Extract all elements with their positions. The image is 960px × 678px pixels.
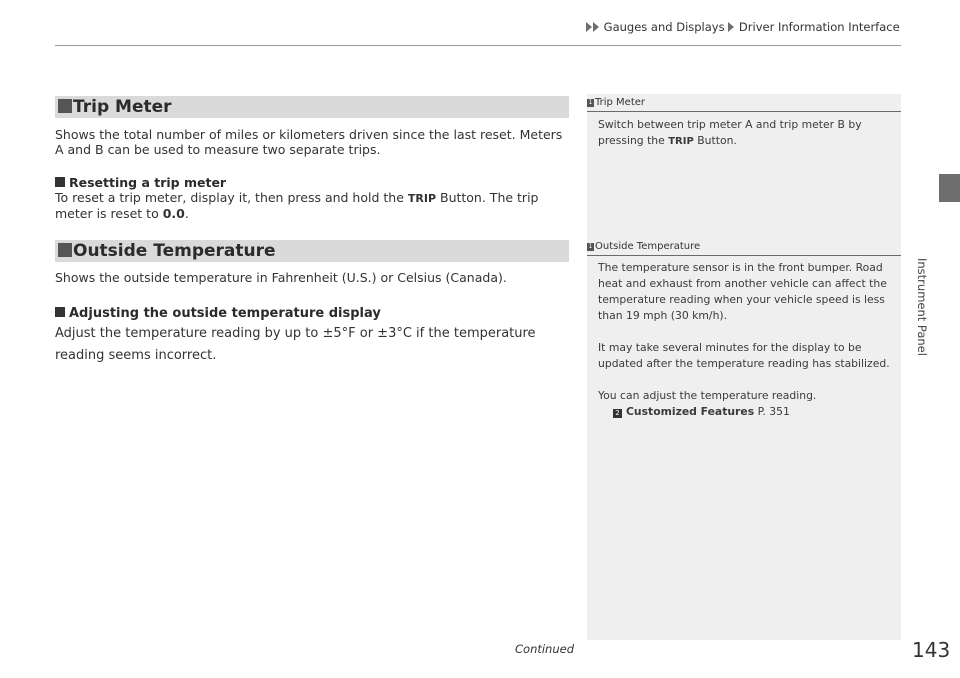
trip-meter-subheading-text: Resetting a trip meter bbox=[69, 175, 227, 190]
xref-label[interactable]: Customized Features bbox=[626, 405, 755, 418]
note-outside-temp-title: Outside Temperature bbox=[595, 241, 701, 252]
trip-button-label: TRIP bbox=[407, 192, 437, 205]
subsection-square-icon bbox=[55, 177, 65, 187]
reset-text-part2: Button. The trip meter is reset to bbox=[55, 190, 539, 221]
note-index-icon: 1 bbox=[588, 243, 593, 250]
trip-meter-body: Shows the total number of miles or kilometers driven since the last reset. Meters A and B can be used to measure two separate trips. bbox=[55, 127, 563, 157]
breadcrumb-arrow-icon bbox=[728, 22, 734, 32]
breadcrumb-part1[interactable]: Gauges and Displays bbox=[603, 20, 725, 34]
page-number: 143 bbox=[912, 638, 951, 662]
xref-page: P. 351 bbox=[754, 405, 790, 418]
outside-temp-heading bbox=[55, 240, 569, 262]
note-divider bbox=[587, 255, 901, 256]
note-outside-temp-header bbox=[587, 241, 901, 252]
continued-label: Continued bbox=[515, 642, 575, 656]
note-temp-para3: You can adjust the temperature reading. bbox=[598, 389, 817, 402]
note-temp-para2: It may take several minutes for the display to be updated after the temperature reading has stabilized. bbox=[598, 341, 890, 370]
note-trip-text-part2: Button. bbox=[693, 134, 737, 147]
trip-meter-reset-text bbox=[55, 190, 569, 221]
outside-temp-subheading-text: Adjusting the outside temperature display bbox=[69, 306, 381, 321]
subsection-square-icon bbox=[55, 307, 65, 317]
trip-meter-heading bbox=[55, 96, 569, 118]
trip-meter-heading-text: Trip Meter bbox=[73, 97, 172, 117]
breadcrumb bbox=[586, 20, 900, 34]
trip-meter-subheading bbox=[55, 175, 226, 190]
note-trip-text-part1: Switch between trip meter A and trip meter B by pressing the bbox=[598, 118, 862, 147]
outside-temp-adjust-text: Adjust the temperature reading by up to ±5°F or ±3°C if the temperature reading seems incorrect. bbox=[55, 326, 536, 363]
breadcrumb-arrow-icon bbox=[586, 22, 592, 32]
note-temp-xref[interactable] bbox=[613, 404, 909, 420]
outside-temp-heading-text: Outside Temperature bbox=[73, 241, 276, 261]
outside-temp-subheading bbox=[55, 306, 381, 321]
note-index-icon: 1 bbox=[588, 99, 593, 106]
reset-text-end: . bbox=[184, 206, 189, 221]
cross-reference-icon: 2 bbox=[613, 409, 622, 418]
section-square-icon bbox=[58, 243, 72, 257]
breadcrumb-arrow-icon bbox=[593, 22, 599, 32]
note-temp-para1: The temperature sensor is in the front bumper. Road heat and exhaust from another vehicle can affect the temperature reading when your vehicle speed is less than 19 mph (30 km/h). bbox=[598, 261, 887, 322]
breadcrumb-part2[interactable]: Driver Information Interface bbox=[738, 20, 900, 34]
reset-text-part1: To reset a trip meter, display it, then press and hold the bbox=[55, 190, 408, 205]
note-trip-meter-header bbox=[587, 97, 901, 108]
section-square-icon bbox=[58, 99, 72, 113]
note-divider bbox=[587, 111, 901, 112]
note-trip-meter-text bbox=[598, 117, 894, 150]
note-trip-meter-title: Trip Meter bbox=[595, 97, 646, 108]
header-divider bbox=[55, 45, 901, 46]
reset-value: 0.0 bbox=[162, 206, 185, 221]
outside-temp-body: Shows the outside temperature in Fahrenheit (U.S.) or Celsius (Canada). bbox=[55, 270, 507, 285]
chapter-tab-label: Instrument Panel bbox=[915, 258, 929, 356]
note-trip-button-label: TRIP bbox=[668, 136, 694, 147]
chapter-tab-marker bbox=[939, 174, 960, 202]
